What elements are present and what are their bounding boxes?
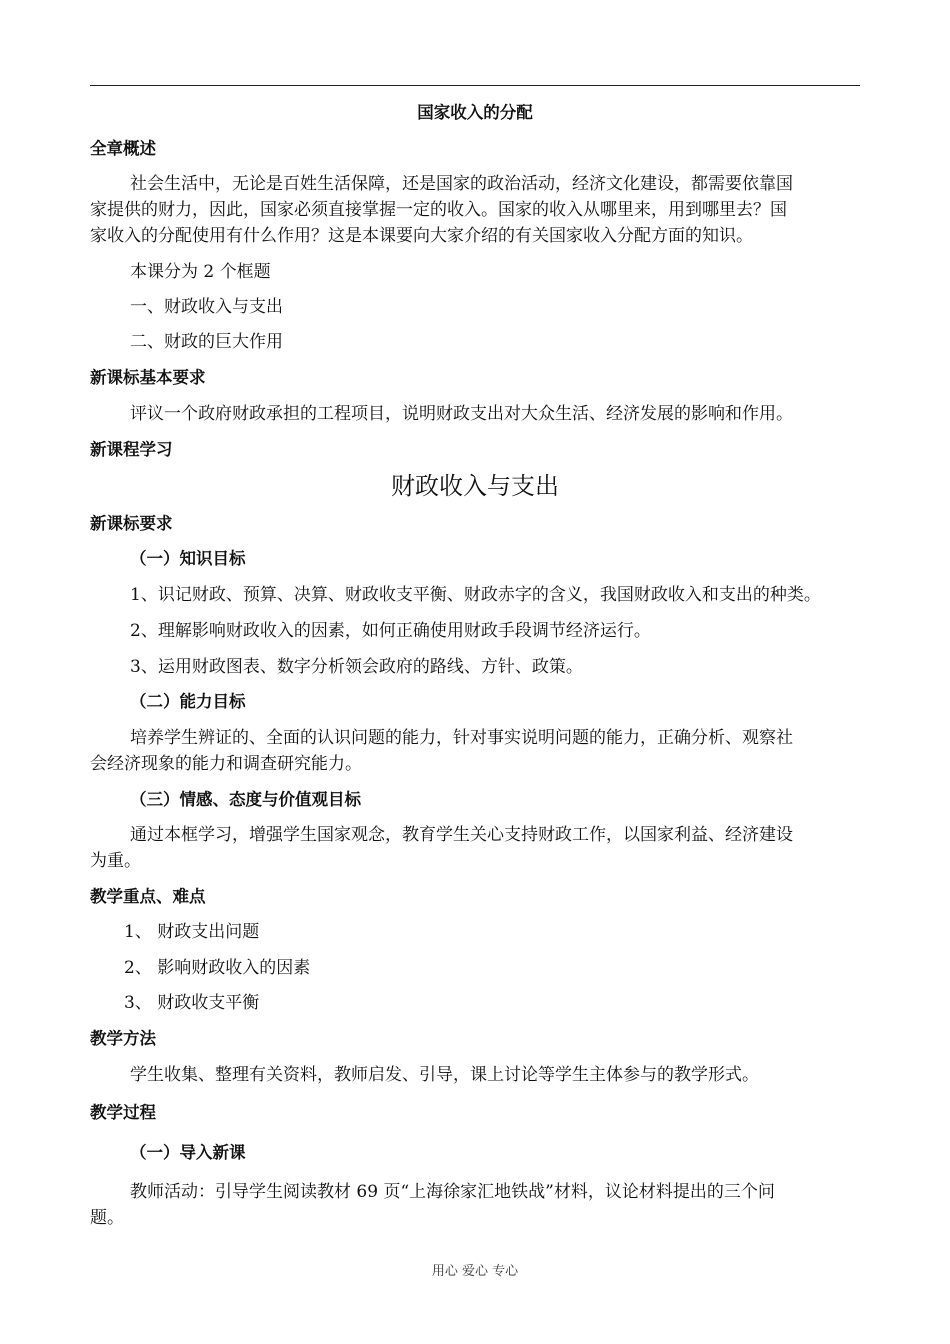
list-item: 1、识记财政、预算、决算、财政收支平衡、财政赤字的含义，我国财政收入和支出的种类。: [130, 585, 821, 605]
list-item: 二、财政的巨大作用: [130, 332, 283, 352]
paragraph-line: 家提供的财力，因此，国家必须直接掌握一定的收入。国家的收入从哪里来，用到哪里去？国: [90, 200, 787, 220]
paragraph-line: 教师活动：引导学生阅读教材 69 页“上海徐家汇地铁战”材料，议论材料提出的三个问: [130, 1182, 775, 1202]
section-heading-study: 新课程学习: [90, 440, 173, 459]
paragraph-line: 学生收集、整理有关资料，教师启发、引导，课上讨论等学生主体参与的教学形式。: [130, 1065, 759, 1085]
list-item: 一、财政收入与支出: [130, 297, 283, 317]
section-heading-requirements: 新课标基本要求: [90, 368, 206, 387]
lesson-title: 财政收入与支出: [391, 472, 559, 500]
paragraph-line: 培养学生辨证的、全面的认识问题的能力，针对事实说明问题的能力，正确分析、观察社: [130, 728, 793, 748]
section-heading-method: 教学方法: [90, 1029, 156, 1048]
subheading-knowledge: （一）知识目标: [130, 549, 246, 568]
paragraph-line: 通过本框学习，增强学生国家观念，教育学生关心支持财政工作，以国家利益、经济建设: [130, 825, 793, 845]
doc-title: 国家收入的分配: [417, 103, 533, 122]
subheading-emotion: （三）情感、态度与价值观目标: [130, 790, 361, 809]
section-heading-process: 教学过程: [90, 1103, 156, 1122]
paragraph-line: 题。: [90, 1208, 124, 1228]
paragraph-line: 评议一个政府财政承担的工程项目，说明财政支出对大众生活、经济发展的影响和作用。: [130, 404, 793, 424]
list-item: 1、 财政支出问题: [124, 922, 260, 942]
section-heading-keypoints: 教学重点、难点: [90, 887, 206, 906]
paragraph-line: 会经济现象的能力和调查研究能力。: [90, 754, 362, 774]
page-footer: 用心 爱心 专心: [431, 1264, 519, 1279]
paragraph-line: 家收入的分配使用有什么作用？这是本课要向大家介绍的有关国家收入分配方面的知识。: [90, 226, 753, 246]
list-item: 3、运用财政图表、数字分析领会政府的路线、方针、政策。: [130, 657, 583, 677]
list-item: 3、 财政收支平衡: [124, 993, 260, 1013]
paragraph-line: 本课分为 2 个框题: [130, 262, 271, 282]
list-item: 2、理解影响财政收入的因素，如何正确使用财政手段调节经济运行。: [130, 621, 651, 641]
list-item: 2、 影响财政收入的因素: [124, 958, 311, 978]
paragraph-line: 为重。: [90, 851, 141, 871]
header-rule: [90, 85, 860, 86]
section-heading-overview: 全章概述: [90, 139, 156, 158]
paragraph-line: 社会生活中，无论是百姓生活保障，还是国家的政治活动，经济文化建设，都需要依靠国: [130, 174, 793, 194]
subheading-intro: （一）导入新课: [130, 1143, 246, 1162]
section-heading-standards: 新课标要求: [90, 514, 173, 533]
subheading-ability: （二）能力目标: [130, 692, 246, 711]
